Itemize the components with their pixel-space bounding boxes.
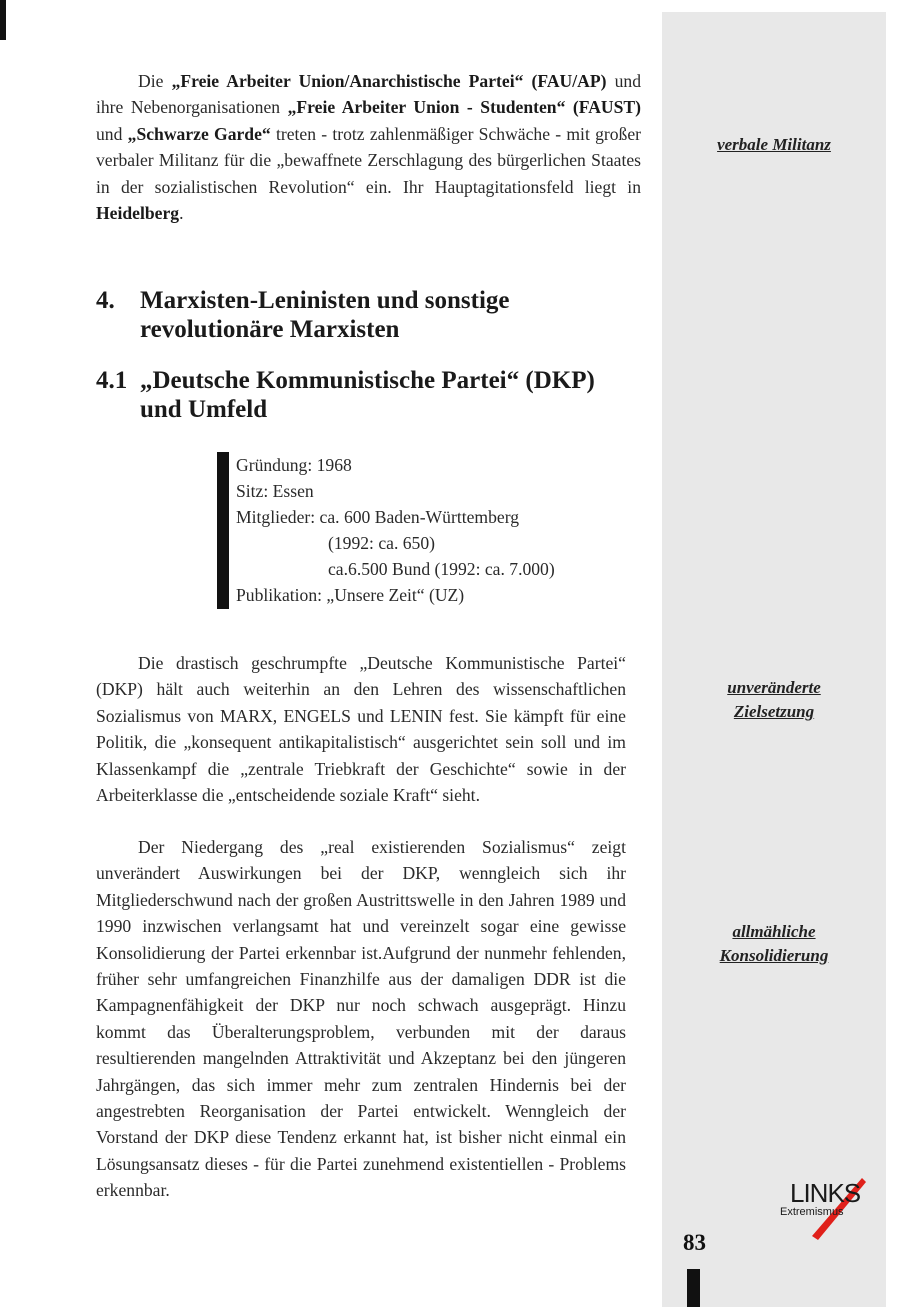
crop-mark	[0, 0, 6, 40]
paragraph-fau	[96, 68, 641, 226]
fact-members-federal: ca.6.500 Bund (1992: ca. 7.000)	[328, 559, 555, 579]
heading-line-1: Marxisten-Leninisten und sonstige	[140, 287, 510, 314]
margin-note-konsolidierung	[662, 920, 886, 968]
text-run: .	[179, 203, 184, 224]
margin-sidebar	[662, 12, 886, 1307]
fact-seat: Sitz: Essen	[236, 481, 314, 501]
margin-note-text: verbale Militanz	[717, 135, 831, 154]
facts-marker-bar	[217, 452, 229, 609]
paragraph-dkp-ideology	[96, 650, 626, 808]
text-run: Der Niedergang des „real existierenden Sozialismus“ zeigt unverändert Auswirkungen bei der DKP, wenngleich sich ihr Mitgliederschwund nach der großen Austrittswelle in den Jahren 1989 und 1990 inzwischen verlangsamt hat und vereinzelt sogar eine gewisse Konsolidierung der Partei erkennbar ist.Aufgrund der nunmehr fehlenden, früher sehr umfangreichen Finanzhilfe aus der damaligen DDR ist die Kampagnenfähigkeit der DKP nur noch schwach ausgeprägt. Hinzu kommt das Überalterungsproblem, verbunden mit der daraus resultierenden mangelnden Attraktivität und Akzeptanz bei den jüngeren Jahrgängen, das sich immer mehr zum zentralen Hindernis bei der angestrebten Reorganisation der Partei entwickelt. Wenngleich der Vorstand der DKP diese Tendenz erkannt hat, ist bisher nicht einmal ein Lösungsansatz dieses - für die Partei zunehmend existentiellen - Problems erkennbar.	[96, 837, 626, 1201]
heading-number: 4.1	[96, 367, 128, 394]
fact-publication: Publikation: „Unsere Zeit“ (UZ)	[236, 585, 465, 605]
margin-note-text: unveränderte	[727, 678, 821, 697]
page-number: 83	[683, 1230, 706, 1255]
heading-line-2: revolutionäre Marxisten	[140, 316, 400, 343]
text-run: und	[96, 123, 128, 144]
text-run: Die drastisch geschrumpfte „Deutsche Kommunistische Partei“ (DKP) hält auch weiterhin an den Lehren des wissenschaftlichen Sozialismus von MARX, ENGELS und LENIN fest. Sie kämpft für eine Politik, die „konsequent antikapitalistisch“ ausgerichtet sein soll und im Klassenkampf die „zentrale Triebkraft der Geschichte“ sowie in der Arbeiterklasse die „entscheidende soziale Kraft“ sieht.	[96, 653, 626, 806]
logo-sub-text: Extremismus	[780, 1206, 844, 1218]
margin-note-text: Zielsetzung	[733, 702, 815, 721]
margin-note-militanz	[662, 133, 886, 157]
links-extremismus-logo	[778, 1176, 868, 1242]
bold-city: Heidelberg	[96, 203, 180, 224]
bold-org-faust: „Freie Arbeiter Union - Studenten“ (FAUST)	[287, 97, 641, 118]
page-marker-bar	[687, 1269, 700, 1307]
heading-line-1: „Deutsche Kommunistische Partei“ (DKP)	[140, 367, 595, 394]
logo-main-text: LINKS	[790, 1178, 861, 1208]
heading-line-2: und Umfeld	[140, 396, 268, 423]
facts-box	[236, 452, 555, 608]
heading-number: 4.	[96, 287, 115, 314]
fact-founding: Gründung: 1968	[236, 455, 352, 475]
text-run: und ihre Nebenorganisationen	[96, 71, 641, 118]
bold-org-garde: „Schwarze Garde“	[127, 123, 271, 144]
text-run: Die	[138, 71, 172, 91]
margin-note-text: allmähliche	[732, 922, 816, 941]
bold-org-fau: „Freie Arbeiter Union/Anarchistische Partei“ (FAU/AP)	[171, 71, 607, 91]
margin-note-text: Konsolidierung	[719, 946, 829, 965]
text-run: treten - trotz zahlenmäßiger Schwäche - mit großer verbaler Militanz für die „bewaffnete Zerschlagung des bürgerlichen Staates in der sozialistischen Revolution“ ein. Ihr Hauptagitationsfeld liegt in	[96, 123, 641, 197]
fact-members-prev: (1992: ca. 650)	[328, 533, 435, 553]
paragraph-dkp-decline	[96, 834, 626, 1204]
fact-members: Mitglieder: ca. 600 Baden-Württemberg	[236, 507, 520, 527]
margin-note-zielsetzung	[662, 676, 886, 724]
